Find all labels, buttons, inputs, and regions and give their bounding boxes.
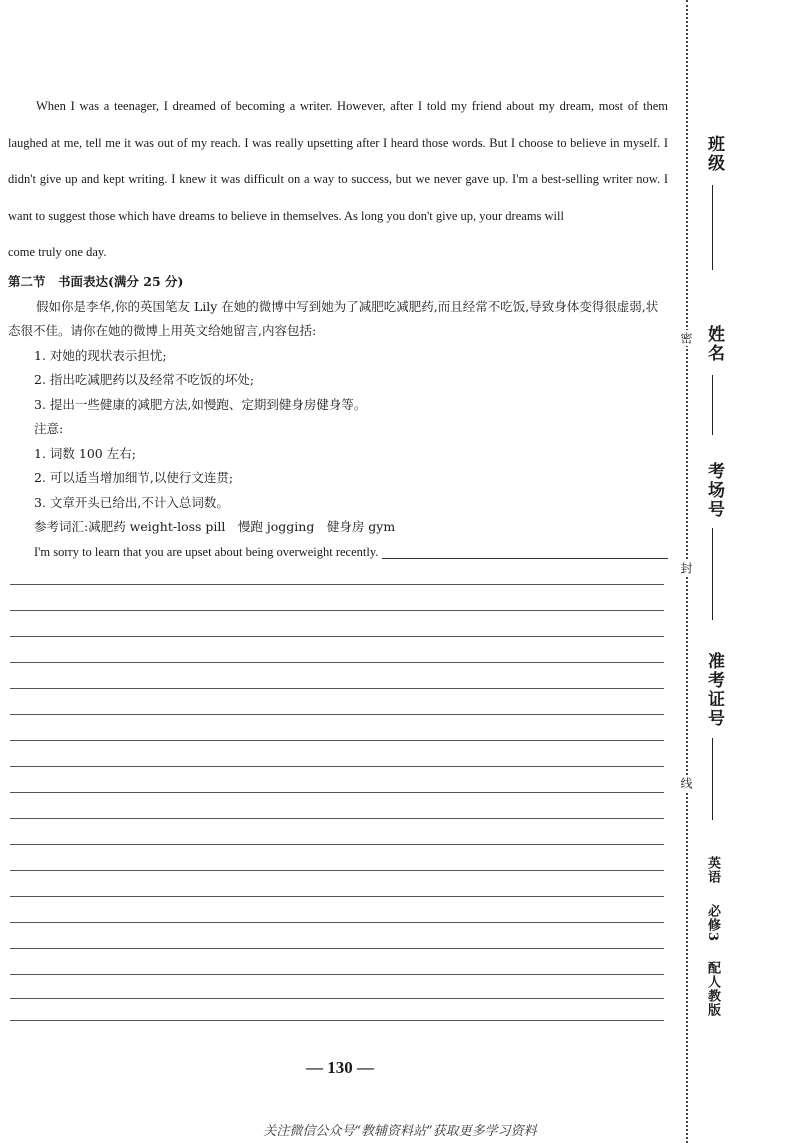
ticket-number-field[interactable] bbox=[712, 738, 713, 820]
seal-char-mi: 密 bbox=[679, 332, 693, 344]
name-label: 姓名 bbox=[704, 325, 724, 363]
reading-passage bbox=[8, 88, 668, 271]
answer-line[interactable] bbox=[10, 1020, 664, 1021]
class-field[interactable] bbox=[712, 185, 713, 270]
edition-label: 配人教版 bbox=[705, 961, 720, 1018]
exam-room-label: 考场号 bbox=[704, 462, 724, 519]
answer-line[interactable] bbox=[10, 610, 664, 611]
answer-line[interactable] bbox=[10, 818, 664, 819]
exam-room-field[interactable] bbox=[712, 528, 713, 620]
subject-label: 英语 bbox=[705, 856, 720, 884]
book-info bbox=[703, 842, 722, 1017]
seal-char-feng: 封 bbox=[679, 562, 693, 574]
answer-line[interactable] bbox=[10, 740, 664, 741]
footer-note: 关注微信公众号“教辅资料站”获取更多学习资料 bbox=[263, 1124, 537, 1139]
section-title: 第二节 书面表达(满分 25 分) bbox=[8, 274, 184, 289]
note-item-3: 3. 文章开头已给出,不计入总词数。 bbox=[34, 494, 229, 510]
answer-line[interactable] bbox=[10, 792, 664, 793]
ticket-number-label: 准考证号 bbox=[704, 652, 724, 728]
answer-line[interactable] bbox=[10, 766, 664, 767]
seal-char-xian: 线 bbox=[679, 777, 693, 789]
essay-first-line bbox=[8, 540, 668, 565]
answer-line[interactable] bbox=[10, 896, 664, 897]
answer-line[interactable] bbox=[10, 974, 664, 975]
answer-line[interactable] bbox=[10, 688, 664, 689]
note-item-2: 2. 可以适当增加细节,以使行文连贯; bbox=[34, 470, 234, 485]
answer-line[interactable] bbox=[10, 870, 664, 871]
requirement-item-2: 2. 指出吃减肥药以及经常不吃饭的坏处; bbox=[34, 372, 255, 387]
requirement-item-1: 1. 对她的现状表示担忧; bbox=[34, 347, 167, 363]
answer-line[interactable] bbox=[10, 998, 664, 999]
writing-section bbox=[8, 270, 668, 564]
section-prompt: 假如你是李华,你的英国笔友 Lily 在她的微博中写到她为了减肥吃减肥药,而且经常不吃饭,导致身体变得很虚弱,状态很不佳。请你在她的微博上用英文给她留言,内容包括: bbox=[8, 298, 659, 338]
passage-text: When I was a teenager, I dreamed of becoming a writer. However, after I told my friend about my dream, most of them laughed at me, tell me it was out of my reach. I was really upsetting after I heard those words. But I choose to believe in myself. I didn't give up and kept writing. I knew it was difficult on a way to success, but we never gave up. I'm a best-selling writer now. I want to suggest those which have dreams to believe in themselves. As long you don't give up, your dreams will bbox=[8, 99, 668, 223]
answer-line[interactable] bbox=[10, 662, 664, 663]
answer-blank[interactable] bbox=[382, 543, 668, 559]
first-line-text: I'm sorry to learn that you are upset about being overweight recently. bbox=[34, 544, 379, 559]
note-label: 注意: bbox=[34, 421, 64, 436]
answer-line[interactable] bbox=[10, 714, 664, 715]
answer-line[interactable] bbox=[10, 636, 664, 637]
volume-label: 必修3 bbox=[705, 903, 720, 942]
name-field[interactable] bbox=[712, 375, 713, 435]
answer-line[interactable] bbox=[10, 584, 664, 585]
answer-line[interactable] bbox=[10, 844, 664, 845]
answer-line[interactable] bbox=[10, 948, 664, 949]
passage-tail: come truly one day. bbox=[8, 245, 107, 259]
class-label: 班级 bbox=[704, 135, 724, 173]
note-item-1: 1. 词数 100 左右; bbox=[34, 445, 136, 461]
page-number: — 130 — bbox=[306, 1058, 374, 1077]
vocab-hint: 参考词汇:减肥药 weight-loss pill 慢跑 jogging 健身房 gym bbox=[34, 519, 396, 534]
answer-line[interactable] bbox=[10, 922, 664, 923]
requirement-item-3: 3. 提出一些健康的减肥方法,如慢跑、定期到健身房健身等。 bbox=[34, 396, 367, 412]
